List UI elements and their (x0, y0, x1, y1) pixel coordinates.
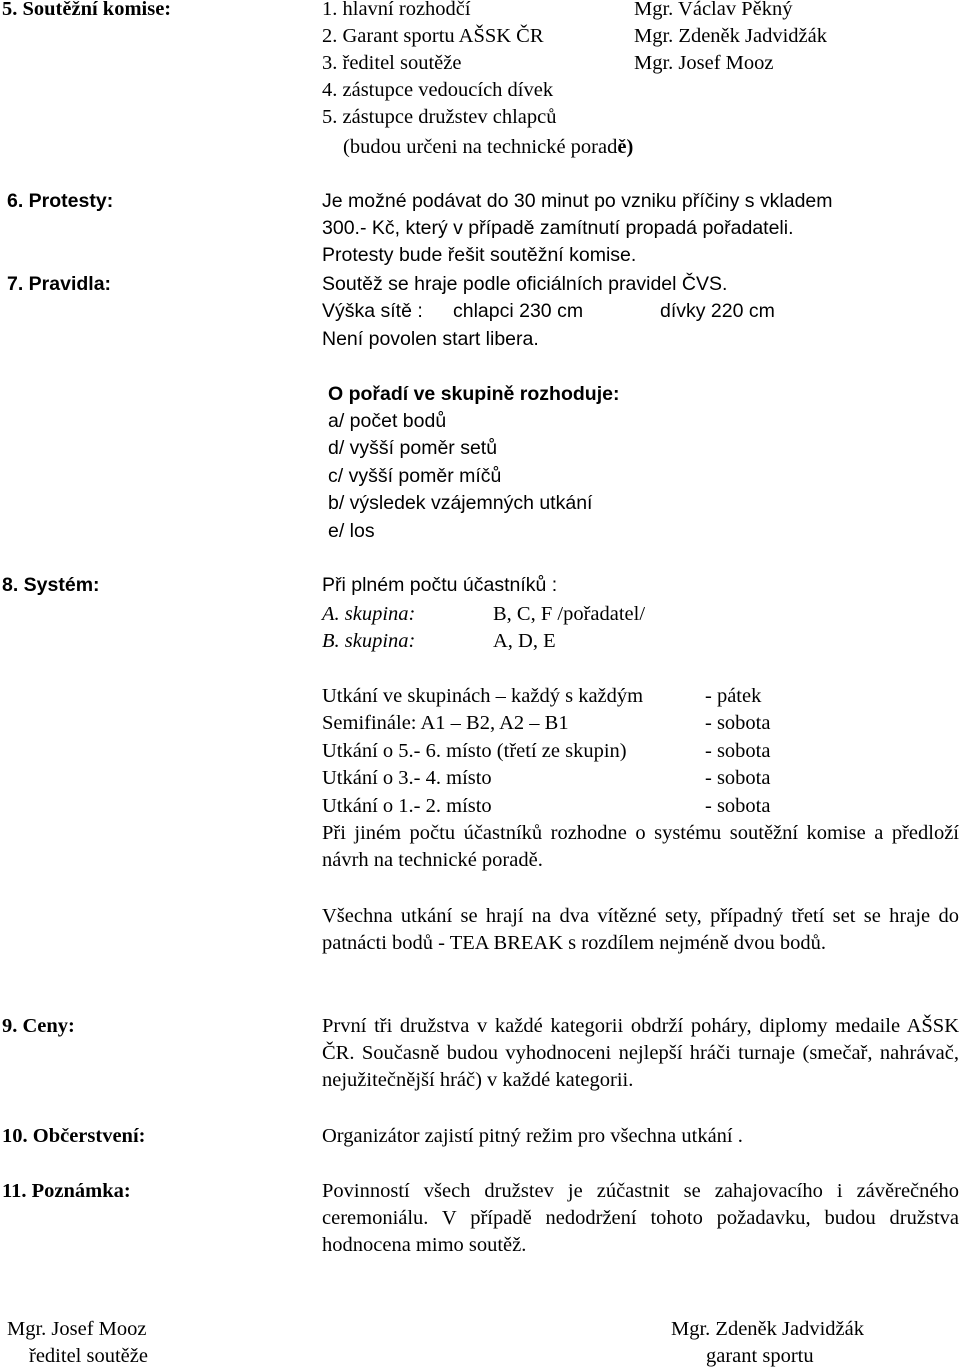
group-teams: A, D, E (493, 630, 556, 652)
net-height-label: Výška sítě : (322, 300, 423, 322)
commission-member-name: Mgr. Zdeněk Jadvidžák (634, 25, 827, 47)
schedule-event: Semifinále: A1 – B2, A2 – B1 (322, 712, 569, 734)
protests-text-line: Je možné podávat do 30 minut po vzniku příčiny s vkladem (322, 190, 833, 212)
order-criterion: a/ počet bodů (328, 410, 447, 432)
commission-heading: 5. Soutěžní komise: (2, 0, 172, 20)
schedule-event: Utkání o 5.- 6. místo (třetí ze skupin) (322, 740, 627, 762)
signature-name: Mgr. Zdeněk Jadvidžák (671, 1318, 864, 1340)
group-label: B. skupina: (322, 630, 416, 652)
schedule-day: - sobota (705, 767, 771, 789)
schedule-event: Utkání ve skupinách – každý s každým (322, 685, 644, 707)
system-heading: 8. Systém: (2, 574, 100, 596)
note-heading: 11. Poznámka: (2, 1180, 131, 1202)
commission-note (343, 134, 633, 161)
commission-role: 5. zástupce družstev chlapců (322, 106, 557, 128)
rules-text-line: Soutěž se hraje podle oficiálních pravidel ČVS. (322, 273, 728, 295)
order-criterion: c/ vyšší poměr míčů (328, 465, 502, 487)
group-teams: B, C, F /pořadatel/ (493, 603, 646, 625)
schedule-day: - pátek (705, 685, 762, 707)
refreshments-text: Organizátor zajistí pitný režim pro všechna utkání . (322, 1125, 743, 1147)
sets-paragraph: Všechna utkání se hrají na dva vítězné sety, případný třetí set se hraje do patnácti bodů - TEA BREAK s rozdílem nejméně dvou bodů. (322, 905, 959, 954)
full-count-label: Při plném počtu účastníků : (322, 574, 558, 596)
commission-role: 2. Garant sportu AŠSK ČR (322, 25, 544, 47)
group-label: A. skupina: (322, 603, 416, 625)
signature-title: garant sportu (706, 1345, 814, 1367)
libero-rule: Není povolen start libera. (322, 328, 539, 350)
order-criterion: d/ vyšší poměr setů (328, 437, 498, 459)
schedule-day: - sobota (705, 795, 771, 817)
signature-name: Mgr. Josef Mooz (7, 1318, 147, 1340)
schedule-event: Utkání o 3.- 4. místo (322, 767, 492, 789)
commission-role: 4. zástupce vedoucích dívek (322, 79, 554, 101)
signature-title: ředitel soutěže (29, 1345, 148, 1367)
commission-member-name: Mgr. Josef Mooz (634, 52, 774, 74)
order-heading: O pořadí ve skupině rozhoduje: (328, 383, 620, 405)
rules-heading: 7. Pravidla: (7, 273, 112, 295)
protests-text-line: Protesty bude řešit soutěžní komise. (322, 244, 637, 266)
commission-note-bold: ě) (617, 136, 634, 158)
net-height-boys: chlapci 230 cm (453, 300, 584, 322)
schedule-event: Utkání o 1.- 2. místo (322, 795, 492, 817)
refreshments-heading: 10. Občerstvení: (2, 1125, 146, 1147)
commission-role: 3. ředitel soutěže (322, 52, 462, 74)
other-count-paragraph: Při jiném počtu účastníků rozhodne o systému soutěžní komise a předloží návrh na technické poradě. (322, 822, 959, 871)
order-criterion: e/ los (328, 520, 375, 542)
schedule-day: - sobota (705, 712, 771, 734)
prizes-heading: 9. Ceny: (2, 1015, 75, 1037)
prizes-paragraph: První tři družstva v každé kategorii obdrží poháry, diplomy medaile AŠSK ČR. Současně budou vyhodnoceni nejlepší hráči turnaje (smečař, nahrávač, nejužitečnější hráč) v každé kategorii. (322, 1015, 959, 1091)
commission-note-text: (budou určeni na technické porad (343, 136, 618, 158)
order-criterion: b/ výsledek vzájemných utkání (328, 492, 593, 514)
protests-text-line: 300.- Kč, který v případě zamítnutí propadá pořadateli. (322, 217, 794, 239)
protests-heading: 6. Protesty: (7, 190, 114, 212)
schedule-day: - sobota (705, 740, 771, 762)
net-height-girls: dívky 220 cm (660, 300, 775, 322)
note-paragraph: Povinností všech družstev je zúčastnit se zahajovacího i závěrečného ceremoniálu. V případě nedodržení tohoto požadavku, budou družstva hodnocena mimo soutěž. (322, 1180, 959, 1256)
commission-role: 1. hlavní rozhodčí (322, 0, 471, 20)
commission-member-name: Mgr. Václav Pěkný (634, 0, 793, 20)
